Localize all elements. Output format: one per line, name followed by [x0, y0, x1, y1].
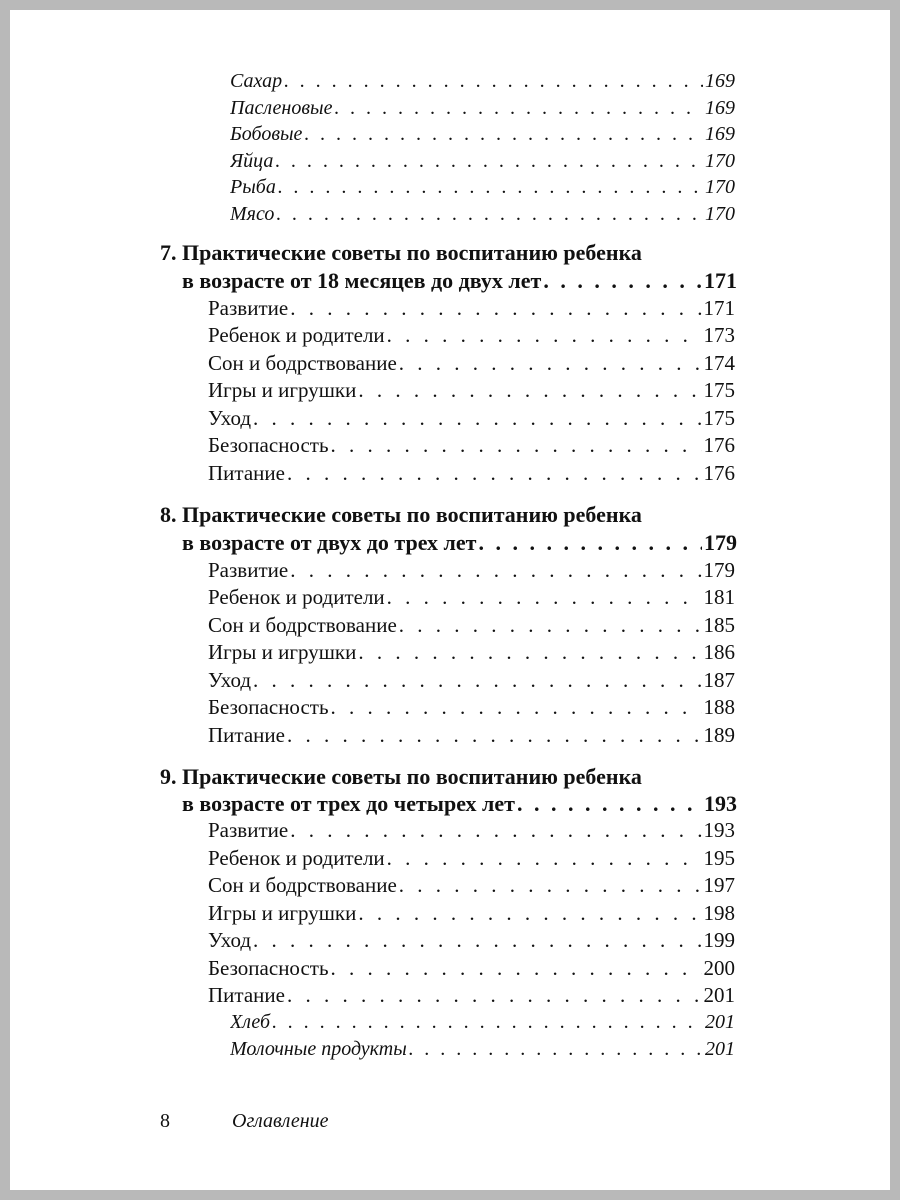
entry-title: Хлеб — [230, 1011, 271, 1033]
section-title: Ребенок и родители — [208, 585, 385, 609]
dot-leader — [409, 1038, 703, 1061]
section-page: 175 — [703, 378, 735, 402]
chapter-heading-line2 — [182, 268, 737, 294]
dot-leader — [358, 901, 701, 926]
toc-subentry — [230, 150, 735, 173]
section-page: 193 — [703, 818, 735, 842]
chapter-heading — [160, 764, 740, 790]
toc-section — [208, 846, 735, 871]
section-page: 189 — [703, 723, 735, 747]
section-page: 174 — [703, 351, 735, 375]
toc-section — [208, 818, 735, 843]
dot-leader — [358, 378, 701, 403]
toc-section — [208, 723, 735, 748]
section-title: Развитие — [208, 296, 289, 320]
entry-page: 169 — [705, 70, 735, 92]
section-page: 186 — [703, 640, 735, 664]
section-title: Сон и бодрствование — [208, 873, 397, 897]
toc-subentry — [230, 203, 735, 226]
section-title: Питание — [208, 983, 285, 1007]
dot-leader — [399, 873, 702, 898]
toc-subentry — [230, 123, 735, 146]
dot-leader — [478, 530, 702, 556]
dot-leader — [331, 956, 702, 981]
toc-section — [208, 613, 735, 638]
section-page: 179 — [703, 558, 735, 582]
dot-leader — [290, 818, 701, 843]
section-title: Игры и игрушки — [208, 378, 357, 402]
chapter-page: 179 — [704, 530, 737, 555]
section-page: 185 — [703, 613, 735, 637]
entry-page: 201 — [705, 1011, 735, 1033]
dot-leader — [387, 323, 702, 348]
section-title: Сон и бодрствование — [208, 351, 397, 375]
dot-leader — [278, 176, 703, 199]
dot-leader — [276, 203, 703, 226]
dot-leader — [387, 846, 702, 871]
toc-section — [208, 928, 735, 953]
section-title: Игры и игрушки — [208, 640, 357, 664]
section-title: Безопасность — [208, 433, 329, 457]
toc-subentry — [230, 1038, 735, 1061]
toc-subentry — [230, 70, 735, 93]
section-page: 176 — [703, 433, 735, 457]
entry-page: 169 — [705, 123, 735, 145]
toc-section — [208, 406, 735, 431]
toc-section — [208, 901, 735, 926]
toc-section — [208, 351, 735, 376]
chapter-heading-line2 — [182, 791, 737, 817]
section-title: Питание — [208, 461, 285, 485]
chapter-heading-line2 — [182, 530, 737, 556]
section-page: 181 — [703, 585, 735, 609]
section-page: 201 — [703, 983, 735, 1007]
section-page: 188 — [703, 695, 735, 719]
entry-title: Бобовые — [230, 123, 303, 145]
entry-page: 170 — [705, 150, 735, 172]
entry-title: Яйца — [230, 150, 274, 172]
toc-subentry — [230, 176, 735, 199]
toc-section — [208, 323, 735, 348]
toc-section — [208, 585, 735, 610]
dot-leader — [287, 461, 702, 486]
section-title: Ребенок и родители — [208, 323, 385, 347]
dot-leader — [290, 296, 701, 321]
entry-title: Сахар — [230, 70, 283, 92]
toc-section — [208, 668, 735, 693]
entry-title: Молочные продукты — [230, 1038, 407, 1060]
entry-page: 169 — [705, 97, 735, 119]
dot-leader — [272, 1011, 703, 1034]
chapter-page: 193 — [704, 791, 737, 816]
toc-subentry — [230, 1011, 735, 1034]
entry-title: Мясо — [230, 203, 275, 225]
toc-section — [208, 956, 735, 981]
section-title: Уход — [208, 928, 252, 952]
chapter-heading — [160, 502, 740, 528]
book-page — [10, 10, 890, 1190]
section-title: Безопасность — [208, 956, 329, 980]
toc-section — [208, 640, 735, 665]
section-title: Игры и игрушки — [208, 901, 357, 925]
toc-section — [208, 461, 735, 486]
dot-leader — [331, 433, 702, 458]
section-title: Ребенок и родители — [208, 846, 385, 870]
section-page: 200 — [703, 956, 735, 980]
section-title: Уход — [208, 668, 252, 692]
dot-leader — [253, 668, 701, 693]
section-page: 195 — [703, 846, 735, 870]
dot-leader — [399, 351, 702, 376]
section-title: Сон и бодрствование — [208, 613, 397, 637]
section-page: 175 — [703, 406, 735, 430]
dot-leader — [358, 640, 701, 665]
dot-leader — [290, 558, 701, 583]
section-title: Питание — [208, 723, 285, 747]
section-title: Уход — [208, 406, 252, 430]
chapter-title-line1: 8. Практические советы по воспитанию ребенка — [160, 502, 642, 527]
dot-leader — [284, 70, 703, 93]
section-title: Безопасность — [208, 695, 329, 719]
dot-leader — [387, 585, 702, 610]
dot-leader — [253, 406, 701, 431]
chapter-title-line2: в возрасте от 18 месяцев до двух лет — [182, 268, 542, 293]
section-title: Развитие — [208, 558, 289, 582]
entry-page: 170 — [705, 176, 735, 198]
page-number: 8 — [160, 1110, 170, 1132]
dot-leader — [253, 928, 701, 953]
entry-page: 170 — [705, 203, 735, 225]
toc-section — [208, 983, 735, 1008]
dot-leader — [399, 613, 702, 638]
toc-subentry — [230, 97, 735, 120]
table-of-contents — [10, 10, 890, 1190]
chapter-heading — [160, 240, 740, 266]
dot-leader — [275, 150, 703, 173]
toc-section — [208, 378, 735, 403]
dot-leader — [287, 983, 702, 1008]
section-page: 173 — [703, 323, 735, 347]
chapter-title-line2: в возрасте от трех до четырех лет — [182, 791, 515, 816]
section-page: 198 — [703, 901, 735, 925]
running-title: Оглавление — [232, 1110, 329, 1132]
dot-leader — [517, 791, 702, 817]
chapter-title-line1: 9. Практические советы по воспитанию ребенка — [160, 764, 642, 789]
section-page: 176 — [703, 461, 735, 485]
section-page: 171 — [703, 296, 735, 320]
section-page: 187 — [703, 668, 735, 692]
section-page: 197 — [703, 873, 735, 897]
chapter-title-line1: 7. Практические советы по воспитанию ребенка — [160, 240, 642, 265]
entry-title: Рыба — [230, 176, 276, 198]
section-page: 199 — [703, 928, 735, 952]
toc-section — [208, 695, 735, 720]
toc-section — [208, 433, 735, 458]
dot-leader — [331, 695, 702, 720]
section-title: Развитие — [208, 818, 289, 842]
chapter-title-line2: в возрасте от двух до трех лет — [182, 530, 477, 555]
dot-leader — [543, 268, 702, 294]
page-footer — [160, 1110, 329, 1133]
dot-leader — [287, 723, 702, 748]
dot-leader — [304, 123, 703, 146]
toc-section — [208, 296, 735, 321]
toc-section — [208, 558, 735, 583]
toc-section — [208, 873, 735, 898]
chapter-page: 171 — [704, 268, 737, 293]
entry-page: 201 — [705, 1038, 735, 1060]
entry-title: Пасленовые — [230, 97, 333, 119]
dot-leader — [334, 97, 703, 120]
